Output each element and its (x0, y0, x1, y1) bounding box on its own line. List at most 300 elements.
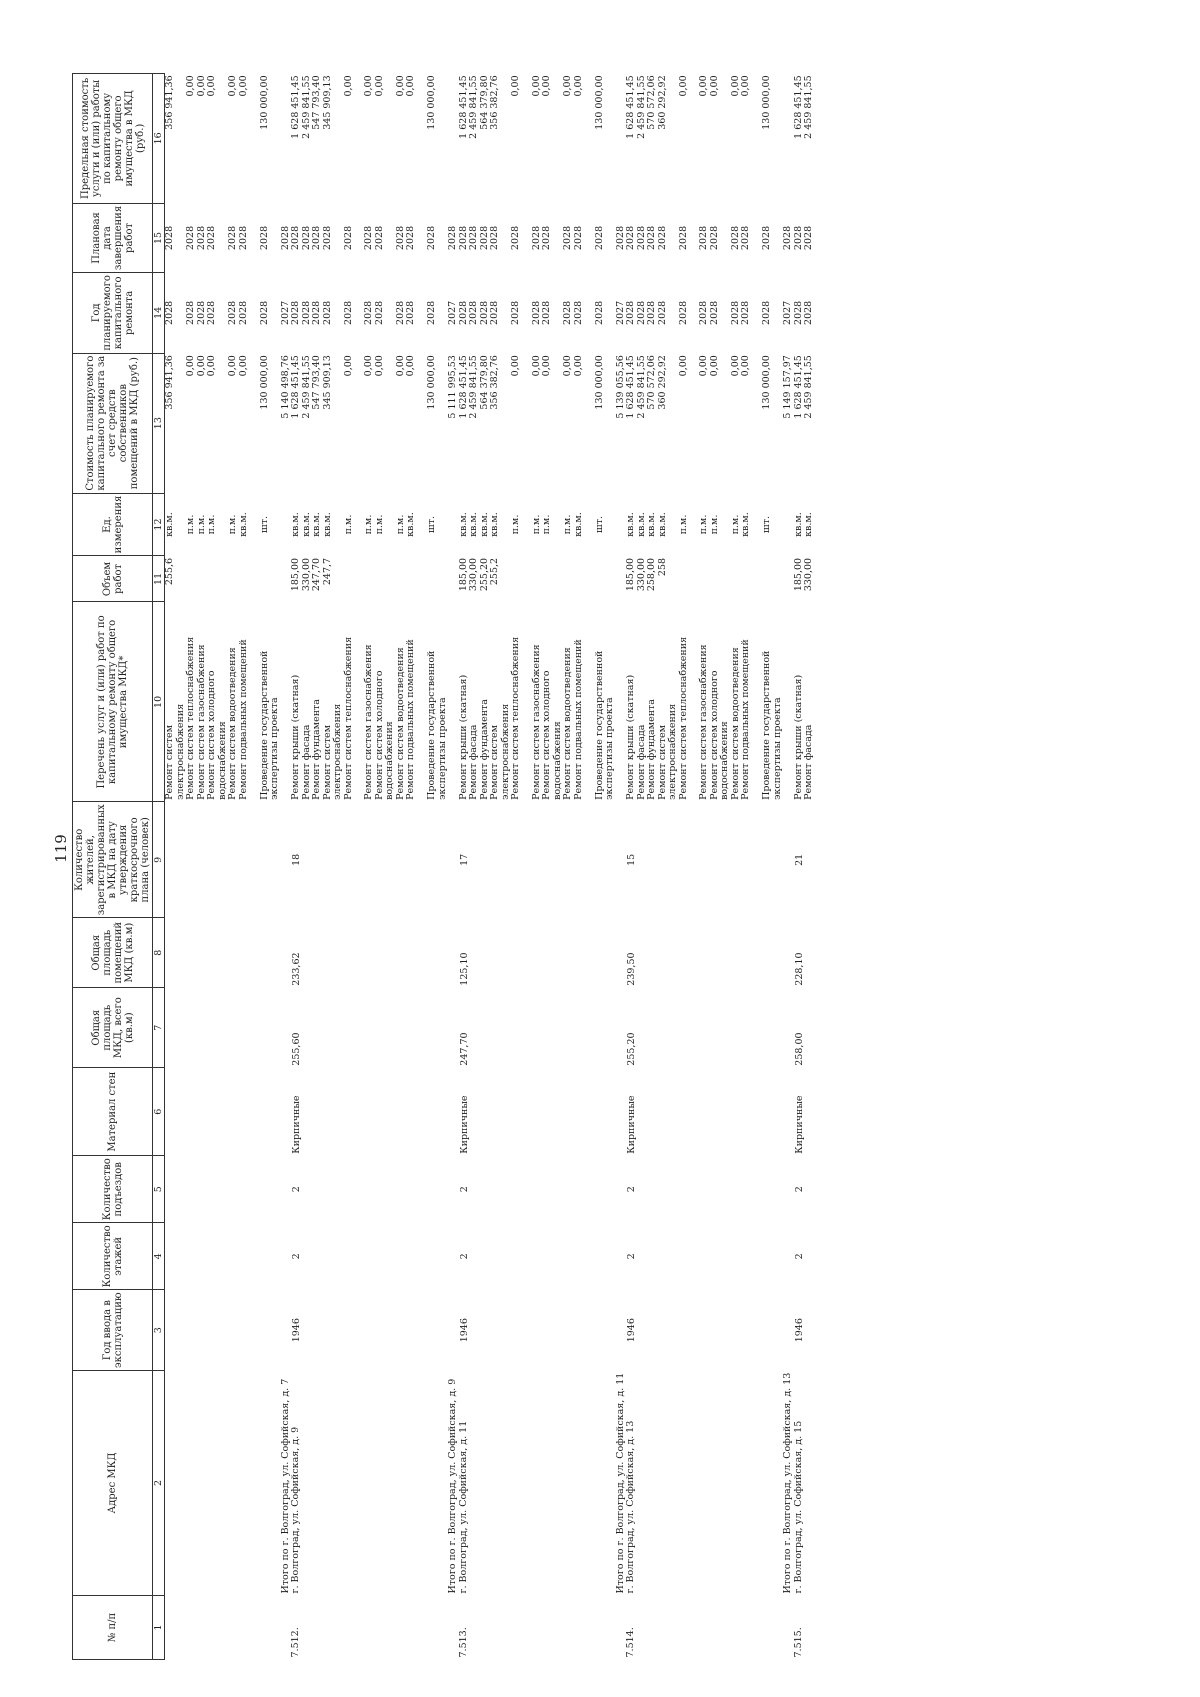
limit-cell (165, 73, 197, 203)
works-cell (197, 602, 281, 802)
date-value (668, 205, 679, 270)
unit-value: кв.м. (572, 512, 584, 537)
limit-value: 0,00 (541, 75, 552, 97)
area-total-value: 255,20 (626, 1032, 637, 1066)
empty-cell (699, 802, 783, 918)
year-value: 2028 (321, 300, 333, 325)
address: г. Волгоград, ул. Софийская, д. 11 (457, 1420, 469, 1594)
address-cell (281, 1371, 365, 1596)
work-item: Ремонт систем (321, 724, 333, 800)
empty-cell (532, 918, 616, 988)
area-rooms-value: 233,62 (291, 952, 302, 986)
unit-cell (699, 493, 783, 556)
year-cell (197, 273, 281, 354)
date-cell (281, 203, 365, 272)
walls-value: Кирпичные (458, 1095, 470, 1154)
year-value: 2028 (258, 300, 270, 325)
column-number-1: 1 (153, 1596, 165, 1660)
floors-cell (281, 1223, 365, 1290)
date-value: 2028 (656, 225, 668, 251)
limit-value: 0,00 (195, 75, 207, 97)
unit-value: п.м. (541, 514, 552, 535)
year-value: 2028 (195, 300, 207, 325)
empty-cell (165, 1290, 197, 1371)
year-value: 2028 (185, 300, 196, 325)
work-item: Ремонт крыши (скатная) (290, 674, 301, 800)
year-value: 2028 (729, 300, 741, 325)
empty-cell (165, 1371, 197, 1596)
date-value: 2028 (311, 225, 322, 251)
cost-value: 356 382,76 (489, 355, 500, 410)
column-number-6: 6 (153, 1068, 165, 1156)
work-item: водоснабжения (551, 721, 563, 800)
total-label: Итого по г. Волгоград, ул. Софийская, д. 7 (279, 1378, 291, 1594)
address-cell (616, 1371, 700, 1596)
unit-cell (783, 493, 825, 556)
date-value: 2028 (405, 225, 416, 251)
column-header-10: Перечень услуг и (или) работ по капитальному ремонту общего имущества МКД* (73, 602, 153, 802)
cost-value: 0,00 (572, 355, 584, 377)
column-header-1: № п/п (73, 1596, 153, 1660)
limit-value: 0,00 (572, 75, 584, 97)
walls-value: Кирпичные (291, 1095, 302, 1154)
entrances-cell (783, 1156, 825, 1223)
year-value: 2028 (572, 300, 584, 325)
limit-value: 547 793,40 (311, 75, 322, 130)
cost-value: 5 139 055,56 (614, 355, 626, 419)
empty-cell (699, 988, 783, 1068)
volume-value: 247,7 (321, 557, 333, 586)
work-item: экспертизы проекта (436, 697, 448, 800)
year-value: 2028 (803, 300, 814, 325)
year-value: 2028 (510, 300, 521, 325)
unit-value: п.м. (530, 514, 542, 535)
date-value: 2028 (530, 225, 542, 251)
empty-cell (364, 988, 448, 1068)
area-total-cell (281, 988, 365, 1068)
cost-value (270, 355, 281, 491)
column-header-6: Материал стен (73, 1068, 153, 1156)
unit-value: кв.м. (237, 512, 249, 537)
unit-value: п.м. (227, 514, 238, 535)
work-item: Ремонт систем теплоснабжения (342, 636, 354, 800)
column-header-5: Количество подъездов (73, 1156, 153, 1223)
floors-value: 2 (458, 1253, 470, 1260)
work-item: водоснабжения (216, 721, 228, 800)
residents-cell (616, 802, 700, 918)
unit-value: кв.м. (405, 512, 416, 537)
cost-value: 2 459 841,55 (803, 355, 814, 419)
year-value: 2028 (426, 300, 437, 325)
header-row (73, 73, 153, 1659)
column-header-4: Количество этажей (73, 1223, 153, 1290)
floors-cell (448, 1223, 532, 1290)
year-value: 2028 (541, 300, 552, 325)
date-cell (165, 203, 197, 272)
empty-cell (197, 1371, 281, 1596)
year-value: 2028 (300, 300, 312, 325)
spacer (784, 990, 795, 1066)
unit-value: кв.м. (646, 512, 657, 537)
date-value: 2028 (510, 225, 521, 251)
cost-value: 0,00 (363, 355, 374, 377)
volume-cell (281, 556, 365, 602)
unit-cell (532, 493, 616, 556)
year-value: 2028 (468, 300, 479, 325)
floors-value: 2 (291, 1253, 302, 1260)
date-cell (197, 203, 281, 272)
work-item: Ремонт фундамента (311, 699, 322, 800)
cost-value: 0,00 (510, 355, 521, 377)
cost-value: 0,00 (394, 355, 406, 377)
column-number-13: 13 (153, 353, 165, 493)
unit-value: шт. (593, 515, 605, 534)
table-row (197, 73, 281, 1659)
date-value (270, 205, 281, 270)
date-value: 2028 (792, 225, 804, 251)
area-rooms-cell (448, 918, 532, 988)
volume-cell (699, 556, 783, 602)
column-number-16: 16 (153, 73, 165, 203)
date-value (605, 205, 616, 270)
work-item: экспертизы проекта (771, 697, 783, 800)
table-row (448, 73, 532, 1659)
year-value: 2028 (708, 300, 720, 325)
year-value: 2028 (656, 300, 668, 325)
year-value: 1946 (793, 1318, 805, 1343)
limit-value: 130 000,00 (258, 75, 270, 130)
empty-cell (699, 1596, 783, 1660)
unit-cell (616, 493, 700, 556)
work-item: Ремонт фасада (468, 724, 479, 800)
volume-value: 247,70 (311, 557, 322, 592)
empty-cell (532, 1068, 616, 1156)
spacer (448, 1598, 459, 1658)
limit-value: 0,00 (677, 75, 689, 97)
cost-value (584, 355, 595, 491)
volume-cell (364, 556, 448, 602)
limit-value: 130 000,00 (761, 75, 772, 130)
cost-value: 0,00 (708, 355, 720, 377)
cost-value: 0,00 (541, 355, 552, 377)
year-value: 2027 (447, 300, 458, 325)
date-cell (616, 203, 700, 272)
spacer (448, 495, 459, 554)
unit-cell (197, 493, 281, 556)
year-value: 2028 (237, 300, 249, 325)
unit-value (249, 495, 260, 554)
entrances-cell (448, 1156, 532, 1223)
cost-value: 0,00 (740, 355, 751, 377)
residents-value: 21 (793, 853, 805, 866)
year-value: 2027 (279, 300, 291, 325)
year-value: 2028 (290, 300, 301, 325)
year-value: 2028 (530, 300, 542, 325)
work-item: Ремонт систем холодного (373, 670, 385, 800)
unit-value (720, 495, 731, 554)
limit-cell (197, 73, 281, 203)
unit-value: кв.м. (321, 512, 333, 537)
year-value: 2028 (164, 300, 175, 325)
volume-value (679, 558, 690, 600)
cost-value: 1 628 451,45 (290, 355, 301, 419)
spacer (783, 558, 794, 600)
unit-value: кв.м. (489, 512, 500, 537)
area-rooms-cell (783, 918, 825, 988)
residents-cell (448, 802, 532, 918)
row-number: 7.513. (457, 1627, 469, 1658)
column-header-3: Год ввода в эксплуатацию (73, 1290, 153, 1371)
date-value: 2028 (729, 225, 741, 251)
work-item: электроснабжения (332, 703, 343, 800)
cost-cell (281, 353, 365, 493)
year-cell (448, 273, 532, 354)
date-value: 2028 (321, 225, 333, 251)
limit-value: 1 628 451,45 (625, 75, 636, 139)
unit-cell (364, 493, 448, 556)
unit-value: п.м. (363, 514, 374, 535)
limit-value: 360 292,92 (656, 75, 668, 130)
limit-value (773, 75, 784, 201)
limit-value (605, 75, 616, 201)
limit-value: 0,00 (562, 75, 573, 97)
unit-value: п.м. (510, 514, 521, 535)
volume-cell (197, 556, 281, 602)
unit-cell (165, 493, 197, 556)
cost-value: 0,00 (237, 355, 249, 377)
unit-value (438, 495, 449, 554)
row-number-cell (281, 1596, 365, 1660)
column-number-12: 12 (153, 493, 165, 556)
cost-value: 0,00 (405, 355, 416, 377)
unit-value: п.м. (185, 514, 196, 535)
limit-value (668, 75, 679, 201)
entrances-cell (616, 1156, 700, 1223)
cost-cell (532, 353, 616, 493)
cost-value: 0,00 (342, 355, 354, 377)
cost-value (605, 355, 616, 491)
floors-value: 2 (626, 1253, 637, 1260)
year-value (385, 275, 396, 352)
residents-value: 17 (458, 853, 470, 866)
cost-value: 360 292,92 (656, 355, 668, 410)
row-number-cell (783, 1596, 825, 1660)
limit-value (438, 75, 449, 201)
limit-value: 0,00 (227, 75, 238, 97)
date-value: 2028 (782, 225, 793, 251)
column-number-5: 5 (153, 1156, 165, 1223)
empty-cell (699, 918, 783, 988)
date-value: 2028 (258, 225, 270, 251)
work-item: Ремонт фундамента (646, 699, 657, 800)
limit-value: 0,00 (237, 75, 249, 97)
work-item: электроснабжения (174, 703, 186, 800)
column-header-13: Стоимость планируемого капитального ремонта за счет средств собственников помещений в МКД (руб.) (73, 353, 153, 493)
unit-value: кв.м. (457, 512, 469, 537)
date-value: 2028 (635, 225, 647, 251)
empty-cell (532, 1596, 616, 1660)
work-item: Проведение государственной (761, 650, 772, 800)
date-value: 2028 (562, 225, 573, 251)
unit-value: кв.м. (290, 512, 301, 537)
year-value (720, 275, 731, 352)
spacer (449, 1292, 460, 1369)
unit-value: шт. (761, 515, 772, 534)
entrances-value: 2 (458, 1186, 470, 1193)
volume-value: 330,00 (468, 557, 479, 592)
year-value: 2028 (489, 300, 500, 325)
date-cell (448, 203, 532, 272)
area-total-value: 255,60 (291, 1032, 302, 1066)
work-item: Ремонт систем теплоснабжения (185, 636, 196, 800)
unit-value: кв.м. (164, 512, 175, 537)
limit-value: 0,00 (729, 75, 741, 97)
unit-value: п.м. (394, 514, 406, 535)
limit-value: 2 459 841,55 (635, 75, 647, 139)
unit-cell (281, 493, 365, 556)
total-label: Итого по г. Волгоград, ул. Софийская, д. 9 (447, 1378, 458, 1594)
spacer (784, 1225, 795, 1288)
empty-cell (197, 802, 281, 918)
spacer (449, 1225, 460, 1288)
column-number-3: 3 (153, 1290, 165, 1371)
cost-cell (364, 353, 448, 493)
area-total-cell (448, 988, 532, 1068)
work-item: Ремонт систем (164, 724, 175, 800)
limit-value: 0,00 (185, 75, 196, 97)
walls-value: Кирпичные (793, 1095, 805, 1154)
year-value: 2028 (625, 300, 636, 325)
column-number-row (153, 73, 165, 1659)
work-item: Ремонт фасада (635, 724, 647, 800)
unit-value: п.м. (342, 514, 354, 535)
unit-value: кв.м. (468, 512, 479, 537)
column-number-2: 2 (153, 1371, 165, 1596)
year-value: 2028 (740, 300, 751, 325)
spacer (783, 604, 794, 800)
cost-value: 130 000,00 (258, 355, 270, 410)
residents-value: 15 (626, 853, 637, 866)
year-value: 1946 (626, 1318, 637, 1343)
spacer (783, 1598, 794, 1658)
year-cell (616, 1290, 700, 1371)
spacer (783, 495, 794, 554)
work-item: Проведение государственной (258, 650, 270, 800)
spacer (784, 1292, 795, 1369)
limit-value: 0,00 (363, 75, 374, 97)
limit-value (249, 75, 260, 201)
cost-value: 5 111 995,53 (447, 355, 458, 419)
year-value: 2028 (394, 300, 406, 325)
work-item: Ремонт систем теплоснабжения (510, 636, 521, 800)
date-value: 2028 (489, 225, 500, 251)
empty-cell (364, 1290, 448, 1371)
column-header-12: Ед. измерения (73, 493, 153, 556)
column-header-11: Объем работ (73, 556, 153, 602)
row-number: 7.514. (625, 1627, 636, 1658)
date-value: 2028 (195, 225, 207, 251)
date-cell (699, 203, 783, 272)
empty-cell (364, 1156, 448, 1223)
limit-value: 1 628 451,45 (792, 75, 804, 139)
works-cell (364, 602, 448, 802)
work-item: Ремонт крыши (скатная) (625, 674, 636, 800)
date-value: 2028 (342, 225, 354, 251)
unit-value (584, 495, 595, 554)
volume-value (344, 558, 355, 600)
year-value: 2028 (593, 300, 605, 325)
volume-value: 255,20 (478, 557, 490, 592)
limit-value: 0,00 (373, 75, 385, 97)
limit-value: 130 000,00 (593, 75, 605, 130)
row-number: 7.512. (290, 1627, 301, 1658)
year-value: 2028 (646, 300, 657, 325)
cost-cell (616, 353, 700, 493)
table-row (364, 73, 448, 1659)
cost-value: 570 572,06 (646, 355, 657, 410)
work-item: электроснабжения (667, 703, 678, 800)
empty-cell (165, 1223, 197, 1290)
work-item (584, 604, 595, 800)
year-cell (532, 273, 616, 354)
work-item (249, 604, 260, 800)
column-header-15: Плановая дата завершения работ (73, 203, 153, 272)
works-cell (165, 602, 197, 802)
walls-cell (783, 1068, 825, 1156)
date-value (333, 205, 344, 270)
limit-cell (783, 73, 825, 203)
works-cell (281, 602, 365, 802)
column-header-16: Предельная стоимость услуги и (или) работы по капитальному ремонту общего имущества в МКД (руб.) (73, 73, 153, 203)
cost-value: 130 000,00 (426, 355, 437, 410)
year-value: 2028 (761, 300, 772, 325)
cost-value: 0,00 (729, 355, 741, 377)
cost-value: 0,00 (227, 355, 238, 377)
spacer (449, 804, 460, 916)
date-value: 2028 (227, 225, 238, 251)
empty-cell (197, 1596, 281, 1660)
year-value: 2027 (782, 300, 793, 325)
limit-value: 356 382,76 (489, 75, 500, 130)
volume-value (511, 558, 522, 600)
date-value (584, 205, 595, 270)
limit-value: 356 941,36 (164, 75, 175, 130)
entrances-value: 2 (626, 1186, 637, 1193)
empty-cell (532, 802, 616, 918)
walls-value: Кирпичные (626, 1095, 637, 1154)
year-value (270, 275, 281, 352)
page-number: 119 (52, 834, 70, 863)
column-number-9: 9 (153, 802, 165, 918)
limit-value: 0,00 (405, 75, 416, 97)
year-value: 2028 (311, 300, 322, 325)
limit-value: 0,00 (394, 75, 406, 97)
cost-value: 0,00 (562, 355, 573, 377)
volume-cell (165, 556, 197, 602)
cost-cell (699, 353, 783, 493)
volume-value: 330,00 (803, 557, 814, 592)
capital-repair-table (72, 73, 825, 1660)
total-label: Итого по г. Волгоград, ул. Софийская, д. 13 (782, 1372, 793, 1594)
empty-cell (532, 1290, 616, 1371)
empty-cell (197, 1290, 281, 1371)
cost-value (333, 355, 344, 491)
spacer (449, 1158, 460, 1221)
work-item: Ремонт подвальных помещений (237, 639, 249, 800)
year-value (668, 275, 679, 352)
volume-cell (616, 556, 700, 602)
date-value: 2028 (206, 225, 217, 251)
